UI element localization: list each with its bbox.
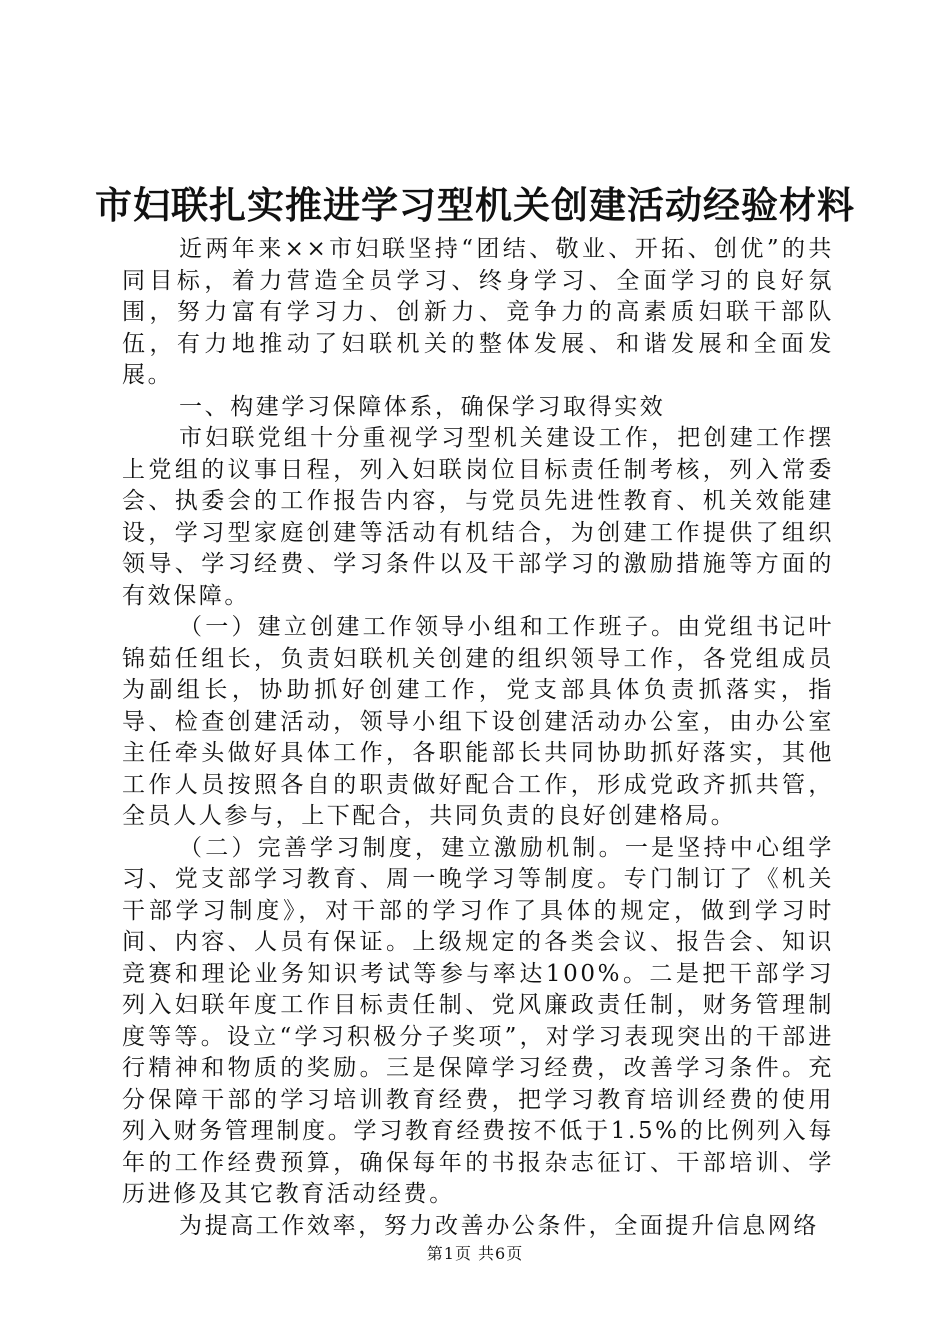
paragraph-subsection-2: （二）完善学习制度，建立激励机制。一是坚持中心组学习、党支部学习教育、周一晚学习等制度。专门制订了《机关干部学习制度》，对干部的学习作了具体的规定，做到学习时间、内容、人员有保证。上级规定的各类会议、报告会、知识竞赛和理论业务知识考试等参与率达100%。二是把干部学习列入妇联年度工作目标责任制、党风廉政责任制，财务管理制度等等。设立“学习积极分子奖项”，对学习表现突出的干部进行精神和物质的奖励。三是保障学习经费，改善学习条件。充分保障干部的学习培训教育经费，把学习教育培训经费的使用列入财务管理制度。学习教育经费按不低于1.5%的比例列入每年的工作经费预算，确保每年的书报杂志征订、干部培训、学历进修及其它教育活动经费。 — [122, 834, 834, 1207]
document-body — [122, 234, 834, 1242]
paragraph-continuation: 为提高工作效率，努力改善办公条件，全面提升信息网络 — [179, 1212, 819, 1239]
paragraph-intro: 近两年来××市妇联坚持“团结、敬业、开拓、创优”的共同目标，着力营造全员学习、终身学习、全面学习的良好氛围，努力富有学习力、创新力、竞争力的高素质妇联干部队伍，有力地推动了妇联机关的整体发展、和谐发展和全面发展。 — [122, 236, 834, 388]
paragraph-subsection-1: （一）建立创建工作领导小组和工作班子。由党组书记叶锦茹任组长，负责妇联机关创建的组织领导工作，各党组成员为副组长，协助抓好创建工作，党支部具体负责抓落实，指导、检查创建活动，领导小组下设创建活动办公室，由办公室主任牵头做好具体工作，各职能部长共同协助抓好落实，其他工作人员按照各自的职责做好配合工作，形成党政齐抓共管，全员人人参与，上下配合，共同负责的良好创建格局。 — [122, 614, 834, 829]
page-number: 第1页 共6页 — [426, 1244, 524, 1263]
document-title: 市妇联扎实推进学习型机关创建活动经验材料 — [95, 184, 855, 227]
section-heading-1: 一、构建学习保障体系，确保学习取得实效 — [179, 393, 666, 420]
paragraph-section-1: 市妇联党组十分重视学习型机关建设工作，把创建工作摆上党组的议事日程，列入妇联岗位目标责任制考核，列入常委会、执委会的工作报告内容，与党员先进性教育、机关效能建设，学习型家庭创建等活动有机结合，为创建工作提供了组织领导、学习经费、学习条件以及干部学习的激励措施等方面的有效保障。 — [122, 425, 834, 609]
